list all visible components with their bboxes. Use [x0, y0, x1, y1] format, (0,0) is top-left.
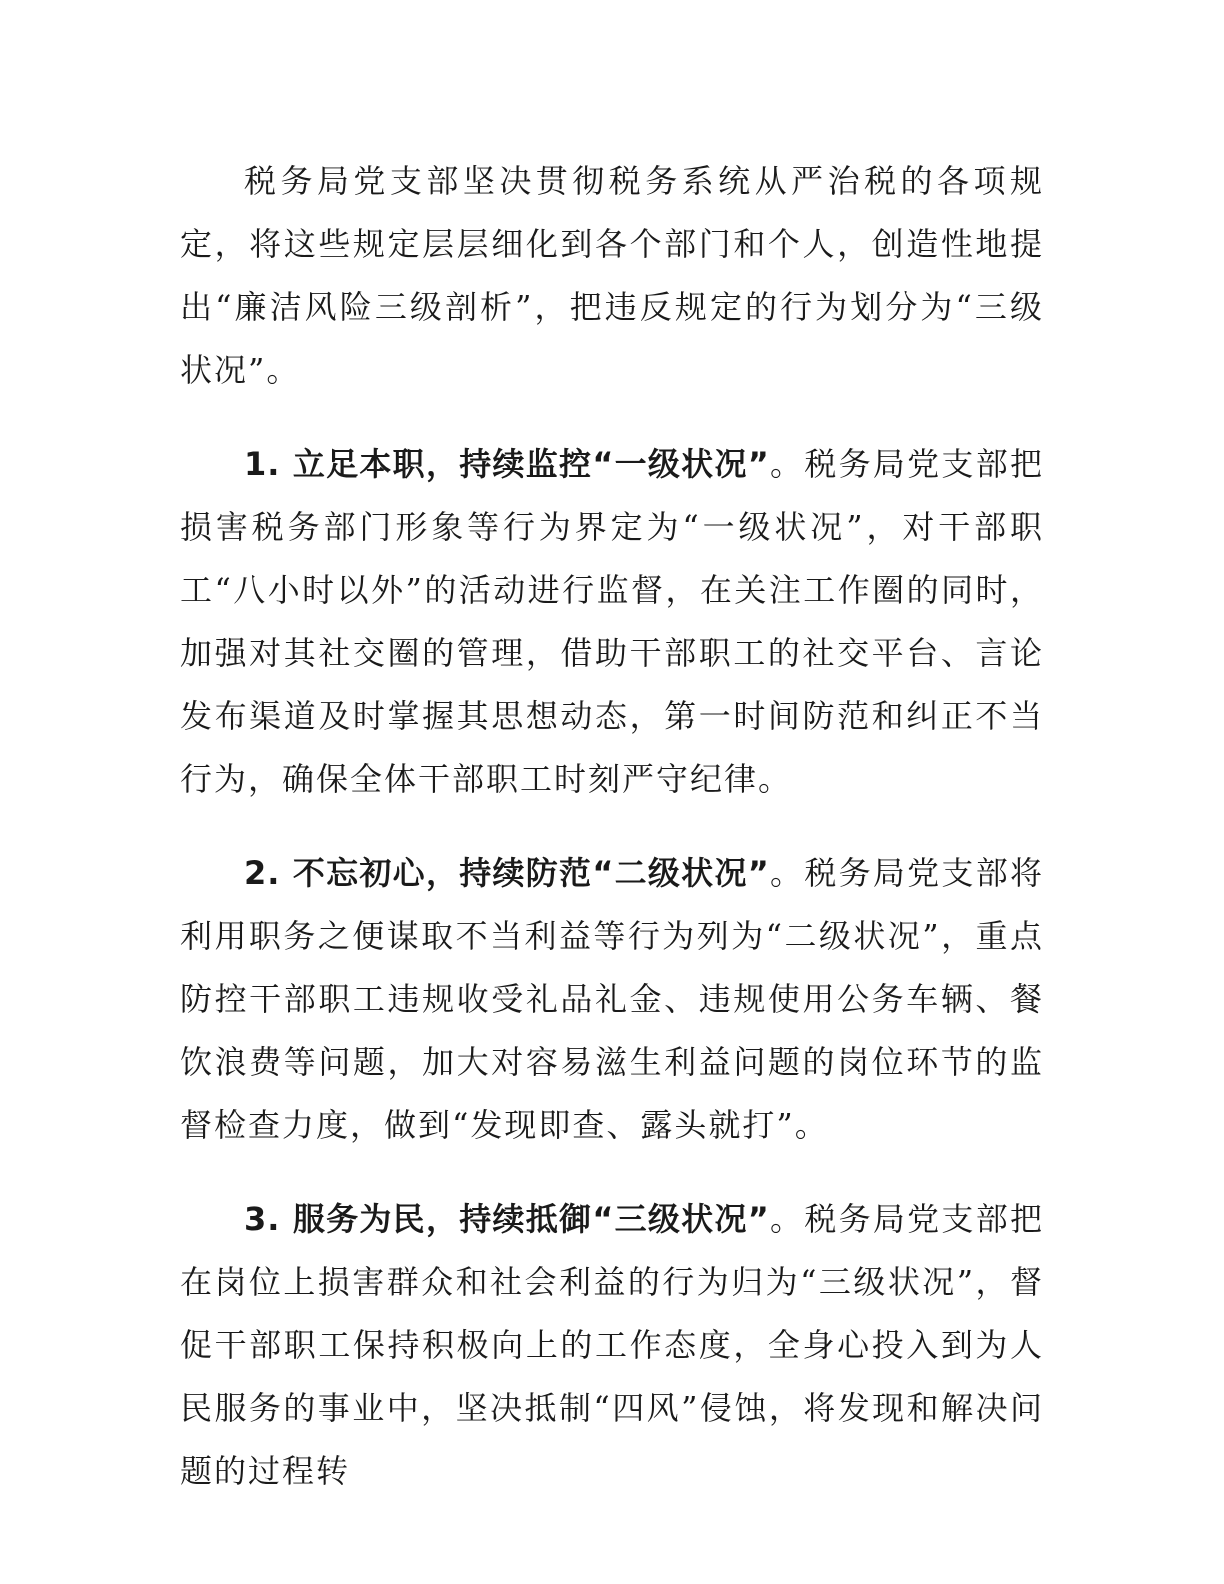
intro-paragraph: 税务局党支部坚决贯彻税务系统从严治税的各项规定，将这些规定层层细化到各个部门和个人，创造性地提出“廉洁风险三级剖析”，把违反规定的行为划分为“三级状况”。 — [180, 162, 1044, 389]
section-3-heading: 3. 服务为民，持续抵御“三级状况” — [244, 1200, 770, 1238]
section-1-body: 。税务局党支部把损害税务部门形象等行为界定为“一级状况”，对干部职工“八小时以外”的活动进行监督，在关注工作圈的同时，加强对其社交圈的管理，借助干部职工的社交平台、言论发布渠道及时掌握其思想动态，第一时间防范和纠正不当行为，确保全体干部职工时刻严守纪律。 — [180, 445, 1044, 798]
section-1-paragraph — [180, 433, 1044, 811]
section-3-paragraph — [180, 1188, 1044, 1503]
section-3-body: 。税务局党支部把在岗位上损害群众和社会利益的行为归为“三级状况”，督促干部职工保持积极向上的工作态度，全身心投入到为人民服务的事业中，坚决抵制“四风”侵蚀，将发现和解决问题的过程转 — [180, 1200, 1044, 1490]
section-2-heading: 2. 不忘初心，持续防范“二级状况” — [244, 854, 770, 892]
section-2-paragraph — [180, 842, 1044, 1157]
section-2-body: 。税务局党支部将利用职务之便谋取不当利益等行为列为“二级状况”，重点防控干部职工违规收受礼品礼金、违规使用公务车辆、餐饮浪费等问题，加大对容易滋生利益问题的岗位环节的监督检查力度，做到“发现即查、露头就打”。 — [180, 854, 1044, 1144]
section-1-heading: 1. 立足本职，持续监控“一级状况” — [244, 445, 770, 483]
document-page — [180, 150, 1044, 1534]
